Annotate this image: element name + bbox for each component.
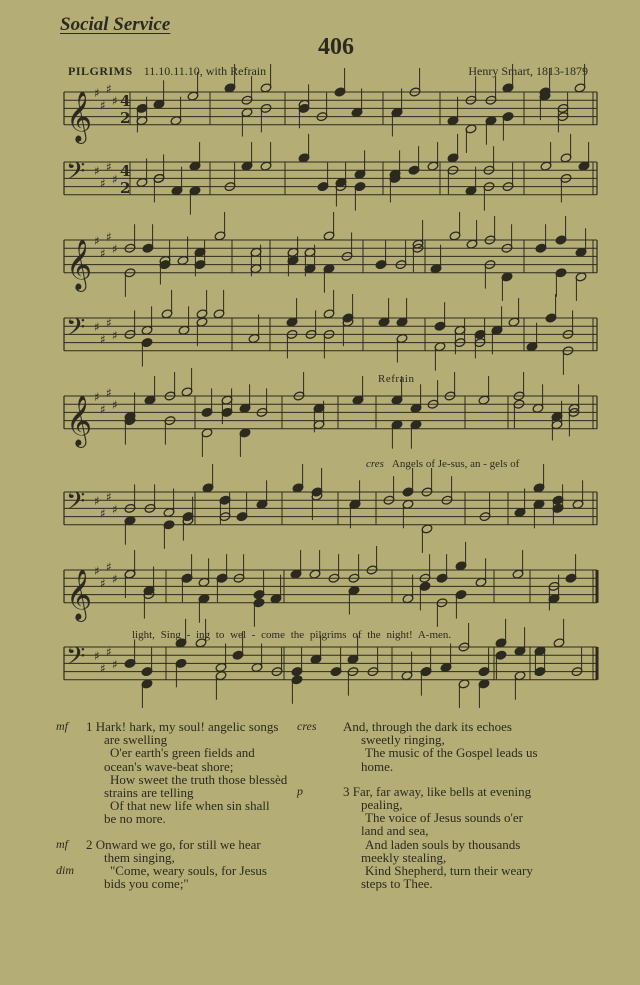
time-signature-top: 4 <box>120 92 131 110</box>
lyric-text: Angels of Je-sus, an - gels of <box>391 458 520 470</box>
sharp-icon: ♯ <box>112 328 118 343</box>
sharp-icon: ♯ <box>100 402 106 417</box>
verse-text: 2 Onward we go, for still we hear <box>86 836 261 852</box>
sharp-icon: ♯ <box>100 332 106 347</box>
verse-text: pealing, <box>361 797 403 813</box>
time-signature-top: 4 <box>120 162 131 180</box>
sharp-icon: ♯ <box>112 657 118 672</box>
verse-text: ocean's wave-beat shore; <box>104 758 234 774</box>
refrain-lyrics <box>366 458 519 470</box>
bass-clef-icon: 𝄢 <box>66 157 86 192</box>
sharp-icon: ♯ <box>100 176 106 191</box>
sharp-icon: ♯ <box>106 81 112 96</box>
bass-clef-icon: 𝄢 <box>66 642 86 677</box>
sharp-icon: ♯ <box>112 242 118 257</box>
verse-text: The voice of Jesus sounds o'er <box>365 810 523 826</box>
verse-text: 3 Far, far away, like bells at evening <box>343 783 532 799</box>
dynamic-mark: cres <box>297 719 317 733</box>
verse-text: are swelling <box>104 732 168 748</box>
bass-clef-icon: 𝄢 <box>66 487 86 522</box>
sharp-icon: ♯ <box>112 172 118 187</box>
dynamic-mark: dim <box>56 863 74 878</box>
verse-line <box>56 720 326 733</box>
verse-text: And, through the dark its echoes <box>343 719 512 734</box>
hymn-number: 406 <box>318 34 354 60</box>
treble-clef-icon: 𝄞 <box>66 238 93 290</box>
verse-text: Kind Shepherd, turn their weary <box>365 863 533 879</box>
sharp-icon: ♯ <box>100 661 106 676</box>
final-lyrics: light, Sing - ing to wel - come the pilgrims of the night! A-men. <box>132 629 452 641</box>
sharp-icon: ♯ <box>100 576 106 591</box>
sharp-icon: ♯ <box>94 86 100 100</box>
sharp-icon: ♯ <box>100 246 106 261</box>
sharp-icon: ♯ <box>94 494 100 509</box>
verse-text: be no more. <box>104 811 166 827</box>
verse-line <box>56 877 326 890</box>
dynamic-mark: mf <box>56 836 68 851</box>
verse-line <box>56 812 326 825</box>
composer: Henry Smart, 1813-1879 <box>468 64 588 78</box>
bass-clef-icon: 𝄢 <box>66 313 86 348</box>
time-signature-bottom: 2 <box>120 179 131 197</box>
verse-text: meekly stealing, <box>361 849 447 865</box>
sharp-icon: ♯ <box>94 320 100 335</box>
verse-text: O'er earth's green fields and <box>110 745 255 761</box>
sharp-icon: ♯ <box>100 506 106 521</box>
verse-line <box>56 799 326 812</box>
dynamic-mark: mf <box>56 719 68 733</box>
verse-text: The music of the Gospel leads us <box>365 745 538 761</box>
treble-clef-icon: 𝄞 <box>66 90 93 142</box>
treble-clef-icon: 𝄞 <box>66 568 93 620</box>
verse-text: Of that new life when sin shall <box>110 798 270 814</box>
meter: 11.10.11.10, with Refrain <box>143 64 267 78</box>
verse-text: 1 Hark! hark, my soul! angelic songs <box>86 719 279 734</box>
sharp-icon: ♯ <box>106 385 112 400</box>
sharp-icon: ♯ <box>106 160 112 175</box>
sharp-icon: ♯ <box>106 490 112 505</box>
sharp-icon: ♯ <box>94 164 100 179</box>
sharp-icon: ♯ <box>94 564 100 578</box>
sharp-icon: ♯ <box>106 229 112 244</box>
sharp-icon: ♯ <box>112 572 118 587</box>
tune-name: PILGRIMS <box>68 64 133 78</box>
verse-text: sweetly ringing, <box>361 732 445 748</box>
sharp-icon: ♯ <box>106 559 112 574</box>
sharp-icon: ♯ <box>106 645 112 660</box>
verse-line <box>56 838 326 851</box>
section-title: Social Service <box>60 14 171 35</box>
sharp-icon: ♯ <box>94 390 100 404</box>
verse-column-right <box>297 719 603 892</box>
verse-text: And laden souls by thousands <box>365 836 521 852</box>
sharp-icon: ♯ <box>112 502 118 517</box>
refrain-label: Refrain <box>378 373 415 385</box>
sharp-icon: ♯ <box>112 398 118 413</box>
dynamic-mark: p <box>297 783 303 798</box>
verse-column-left <box>56 720 326 890</box>
sharp-icon: ♯ <box>94 649 100 664</box>
verse-text: strains are telling <box>104 785 194 801</box>
verse-text: steps to Thee. <box>361 876 433 892</box>
sharp-icon: ♯ <box>112 94 118 109</box>
sharp-icon: ♯ <box>106 316 112 331</box>
verse-text: bids you come;" <box>104 876 189 892</box>
verse-line <box>56 864 326 877</box>
verse-text: "Come, weary souls, for Jesus <box>110 863 267 879</box>
verse-text: land and sea, <box>361 823 429 839</box>
verse-text: How sweet the truth those blessèd <box>110 771 288 787</box>
verse-text: home. <box>361 758 394 774</box>
lyric-dynamic: cres <box>366 458 384 470</box>
treble-clef-icon: 𝄞 <box>66 394 93 446</box>
sharp-icon: ♯ <box>100 98 106 113</box>
time-signature-bottom: 2 <box>120 109 131 127</box>
verse-line <box>343 760 603 773</box>
verse-text: them singing, <box>104 849 175 865</box>
sharp-icon: ♯ <box>94 234 100 248</box>
verse-line <box>343 877 603 890</box>
